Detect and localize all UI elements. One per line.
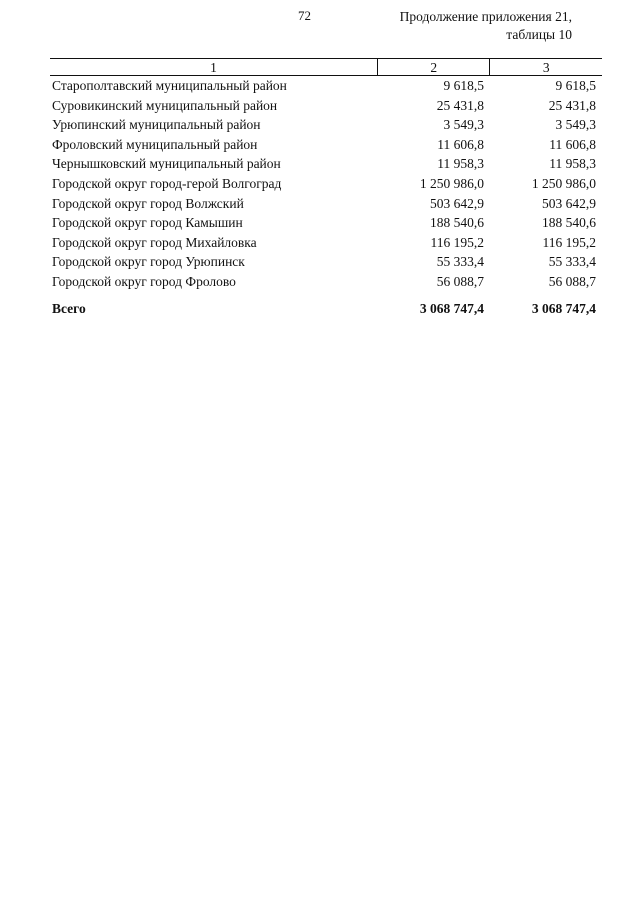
row-value-2: 56 088,7 — [436, 273, 484, 289]
row-value-3: 9 618,5 — [555, 78, 596, 93]
row-name: Городской округ город Фролово — [52, 273, 236, 289]
header-note-line-2: таблицы 10 — [506, 27, 572, 42]
row-name: Чернышковский муниципальный район — [52, 156, 281, 172]
data-table — [50, 58, 602, 320]
table-row — [50, 213, 602, 233]
row-name: Городской округ город Волжский — [52, 195, 244, 211]
row-value-2: 116 195,2 — [430, 234, 484, 250]
row-value-2: 3 549,3 — [443, 117, 484, 133]
header-note — [400, 8, 572, 44]
total-value-3: 3 068 747,4 — [531, 300, 596, 316]
row-value-3: 116 195,2 — [542, 234, 596, 250]
row-value-2: 503 642,9 — [429, 195, 484, 211]
total-row — [50, 292, 602, 320]
table-row — [50, 252, 602, 272]
row-value-2: 9 618,5 — [443, 78, 484, 93]
table-row — [50, 174, 602, 194]
total-label: Всего — [52, 300, 86, 316]
row-value-3: 11 958,3 — [549, 156, 596, 172]
row-value-2: 188 540,6 — [429, 215, 484, 231]
table-row — [50, 194, 602, 214]
table-row — [50, 272, 602, 292]
row-value-2: 55 333,4 — [436, 254, 484, 270]
row-value-2: 1 250 986,0 — [419, 175, 484, 191]
column-header-3: 3 — [490, 59, 602, 76]
header-note-line-1: Продолжение приложения 21, — [399, 9, 572, 24]
page-number: 72 — [298, 8, 311, 23]
row-name: Городской округ город Урюпинск — [52, 254, 245, 270]
row-value-3: 55 333,4 — [548, 254, 596, 270]
column-header-2: 2 — [377, 59, 490, 76]
row-value-3: 503 642,9 — [542, 195, 596, 211]
row-value-2: 11 606,8 — [437, 136, 484, 152]
row-value-3: 25 431,8 — [548, 97, 596, 113]
row-name: Суровикинский муниципальный район — [52, 97, 278, 113]
row-name: Городской округ город Камышин — [52, 215, 243, 231]
row-name: Старополтавский муниципальный район — [52, 78, 287, 93]
table-row — [50, 115, 602, 135]
table-row — [50, 233, 602, 253]
row-value-2: 25 431,8 — [436, 97, 484, 113]
total-value-2: 3 068 747,4 — [419, 300, 484, 316]
row-value-3: 1 250 986,0 — [531, 175, 596, 191]
row-name: Городской округ город-герой Волгоград — [52, 175, 282, 191]
row-value-3: 188 540,6 — [542, 215, 596, 231]
table-row — [50, 76, 602, 96]
row-name: Фроловский муниципальный район — [52, 136, 258, 152]
row-name: Урюпинский муниципальный район — [52, 117, 261, 133]
table-header-row — [50, 59, 602, 76]
table-row — [50, 154, 602, 174]
column-header-1: 1 — [50, 59, 377, 76]
table-row — [50, 96, 602, 116]
row-value-3: 11 606,8 — [549, 136, 596, 152]
table-row — [50, 135, 602, 155]
row-value-3: 3 549,3 — [555, 117, 596, 133]
row-value-2: 11 958,3 — [437, 156, 484, 172]
row-name: Городской округ город Михайловка — [52, 234, 257, 250]
row-value-3: 56 088,7 — [548, 273, 596, 289]
